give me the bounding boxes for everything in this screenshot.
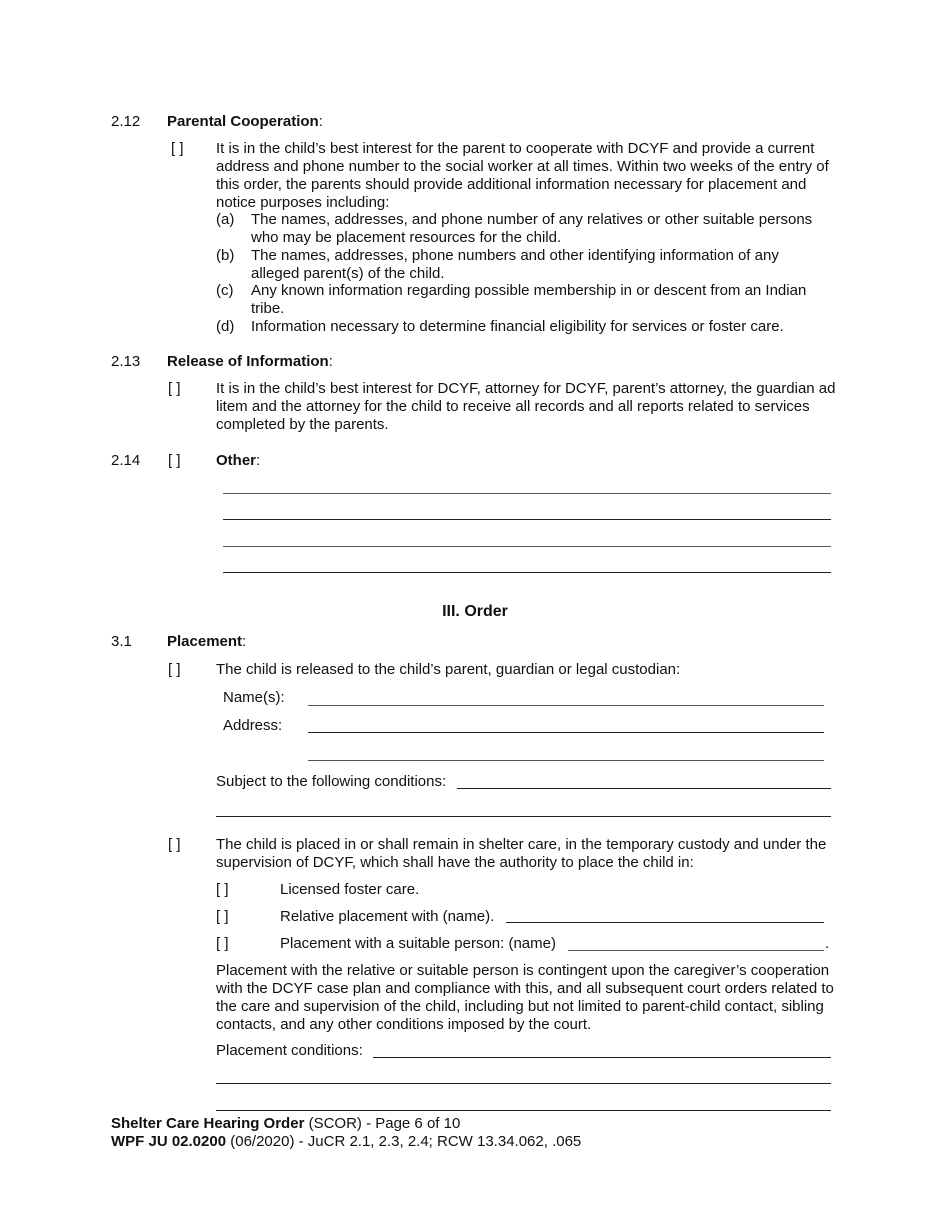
other-line[interactable]: [223, 546, 831, 547]
placement-conditions-line[interactable]: [216, 1110, 831, 1111]
other-line[interactable]: [223, 572, 831, 573]
parental-cooperation-paragraph: It is in the child’s best interest for the parent to cooperate with DCYF and provide a current address and phone number to the social worker at all times. Within two weeks of the entry of this order, the parents should provide additional information necessary for placement and notice purposes including:: [216, 140, 829, 211]
footer-form-id: WPF JU 02.0200 (06/2020) - JuCR 2.1, 2.3, 2.4; RCW 13.34.062, .065: [111, 1133, 582, 1150]
checkbox[interactable]: [ ]: [171, 140, 184, 157]
placement-conditions-label: Placement conditions:: [216, 1042, 363, 1059]
conditions-line[interactable]: [457, 788, 831, 789]
option-relative-placement: Relative placement with (name).: [280, 908, 495, 925]
release-of-information-paragraph: It is in the child’s best interest for DCYF, attorney for DCYF, parent’s attorney, the guardian ad litem and the attorney for the child to receive all records and all reports related to services completed by the parents.: [216, 380, 836, 433]
contingent-paragraph: Placement with the relative or suitable person is contingent upon the caregiver’s cooperation with the DCYF case plan and compliance with this, and all subsequent court orders related to the care and supervision of the child, including but not limited to parent-child contact, sibling contacts, and any other conditions imposed by the court.: [216, 962, 834, 1033]
shelter-care-text: The child is placed in or shall remain in shelter care, in the temporary custody and under the supervision of DCYF, which shall have the authority to place the child in:: [216, 836, 827, 871]
names-line[interactable]: [308, 705, 824, 706]
option-foster-care: Licensed foster care.: [280, 881, 420, 898]
checkbox[interactable]: [ ]: [168, 836, 181, 853]
placement-conditions-line[interactable]: [373, 1057, 831, 1058]
checkbox[interactable]: [ ]: [168, 452, 181, 469]
other-line[interactable]: [223, 519, 831, 520]
order-section-title: III. Order: [442, 603, 508, 620]
checkbox[interactable]: [ ]: [168, 380, 181, 397]
section-heading: Release of Information:: [167, 353, 333, 370]
conditions-label: Subject to the following conditions:: [216, 773, 447, 790]
section-heading: Other:: [216, 452, 261, 469]
section-number: 2.14: [111, 452, 141, 469]
conditions-line[interactable]: [216, 816, 831, 817]
address-label: Address:: [223, 717, 283, 734]
option-suitable-person: Placement with a suitable person: (name): [280, 935, 556, 952]
footer-title: Shelter Care Hearing Order (SCOR) - Page 6 of 10: [111, 1115, 461, 1132]
address-line[interactable]: [308, 732, 824, 733]
section-number: 2.13: [111, 353, 141, 370]
suitable-person-name-line[interactable]: [568, 950, 824, 951]
section-heading: Placement:: [167, 633, 247, 650]
checkbox[interactable]: [ ]: [216, 881, 229, 898]
address-line[interactable]: [308, 760, 824, 761]
other-line[interactable]: [223, 493, 831, 494]
period: .: [825, 935, 830, 952]
relative-name-line[interactable]: [506, 922, 824, 923]
placement-conditions-line[interactable]: [216, 1083, 831, 1084]
names-label: Name(s):: [223, 689, 285, 706]
section-number: 3.1: [111, 633, 132, 650]
checkbox[interactable]: [ ]: [168, 661, 181, 678]
section-heading: Parental Cooperation:: [167, 113, 323, 130]
checkbox[interactable]: [ ]: [216, 908, 229, 925]
release-text: The child is released to the child’s parent, guardian or legal custodian:: [216, 661, 681, 678]
section-number: 2.12: [111, 113, 141, 130]
checkbox[interactable]: [ ]: [216, 935, 229, 952]
